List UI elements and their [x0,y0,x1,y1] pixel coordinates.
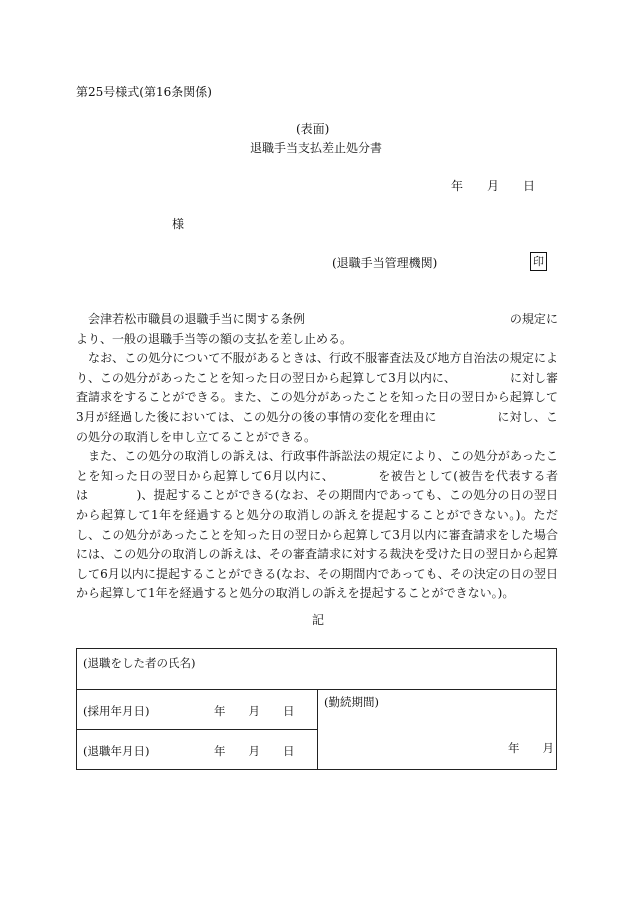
retiree-name-label: (退職をした者の氏名) [83,656,196,670]
section-mark: 記 [312,613,325,627]
hire-date-ymd: 年 月 日 [214,704,295,718]
issue-date: 年 月 日 [451,179,536,193]
service-period-cell [318,690,557,770]
retire-date-cell [77,730,318,770]
service-period-ym: 年 月 [508,741,554,755]
retiree-name-cell [77,649,557,690]
form-number: 第25号様式(第16条関係) [76,85,212,99]
hire-date-label: (採用年月日) [83,704,150,718]
service-period-label: (勤続期間) [324,695,379,709]
retire-date-ymd: 年 月 日 [214,744,295,758]
retire-date-label: (退職年月日) [83,744,150,758]
retiree-info-table [76,648,557,770]
paragraph-1: 会津若松市職員の退職手当に関する条例 の規定により、一般の退職手当等の額の支払を差し止める。 [76,312,558,346]
side-label: (表面) [296,122,330,136]
body-text [76,310,558,604]
paragraph-3: また、この処分の取消しの訴えは、行政事件訴訟法の規定により、この処分があったことを知った日の翌日から起算して6月以内に、 を被告として(被告を代表する者は )、提起することができる(なお、その期間内であっても、この処分の日の翌日から起算して1年を経過すると処分の取消しの訴えを提起することができない。)。ただし、この処分があったことを知った日の翌日から起算して3月以内に審査請求をした場合には、この処分の取消しの訴えは、その審査請求に対する裁決を受けた日の翌日から起算して6月以内に提起することができる(なお、その期間内であっても、その決定の日の翌日から起算して1年を経過すると処分の取消しの訴えを提起することができない。)。 [76,449,558,601]
seal-stamp: 印 [530,252,547,271]
paragraph-2: なお、この処分について不服があるときは、行政不服審査法及び地方自治法の規定により、この処分があったことを知った日の翌日から起算して3月以内に、 に対し審査請求をすることができる。また、この処分があったことを知った日の翌日から起算して3月が経過した後においては、この処分の後の事情の変化を理由に に対し、この処分の取消しを申し立てることができる。 [76,351,558,444]
issuer-agency: (退職手当管理機関) [332,256,438,270]
hire-date-cell [77,690,318,730]
addressee-suffix: 様 [172,217,185,231]
document-title: 退職手当支払差止処分書 [250,141,383,155]
